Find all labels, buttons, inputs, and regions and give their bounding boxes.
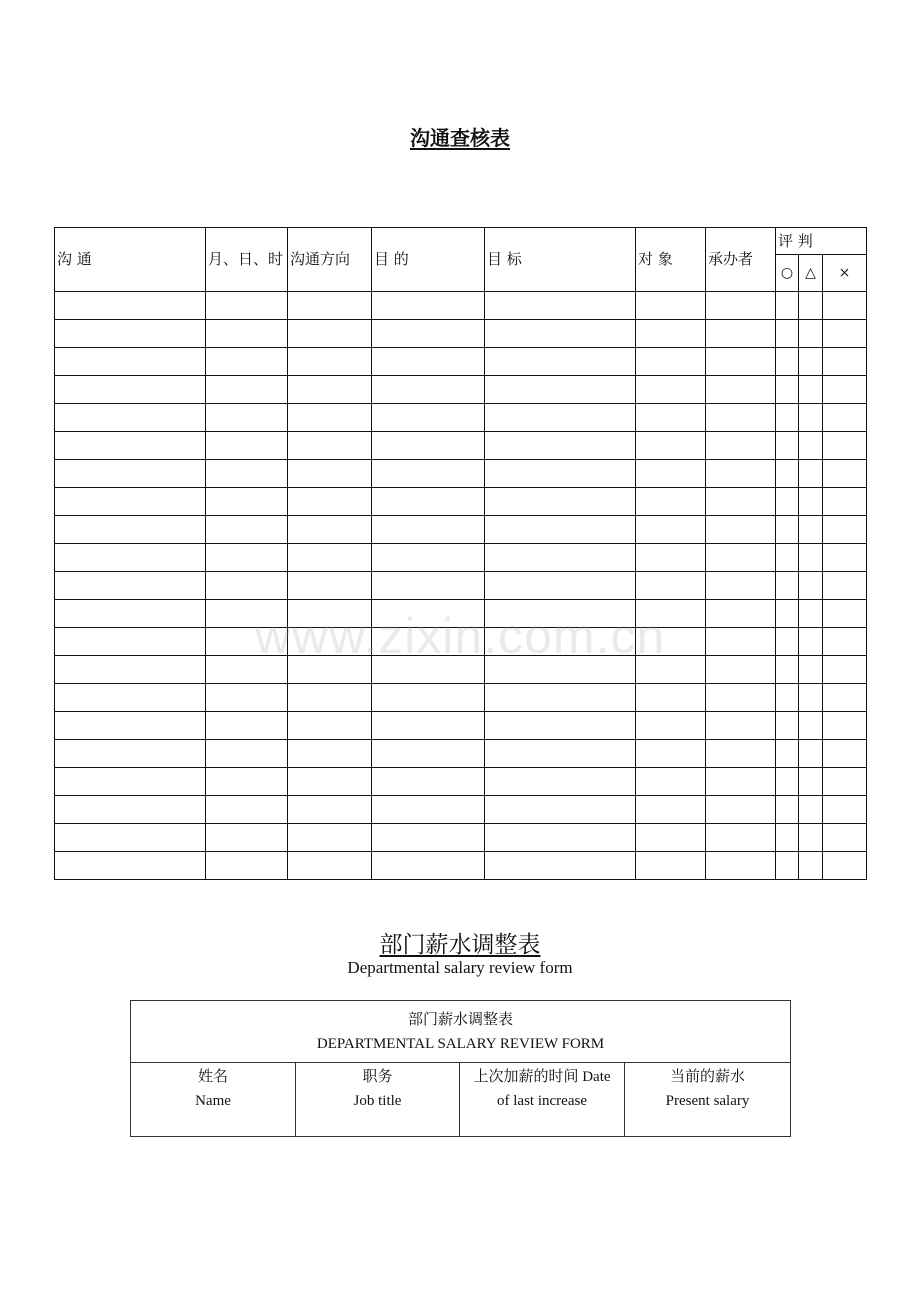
- watermark: www.zixin.com.cn: [254, 608, 666, 664]
- table-cell: [636, 404, 706, 432]
- table-row: [55, 796, 867, 824]
- table-cell: [372, 460, 485, 488]
- table-row: [55, 516, 867, 544]
- table-cell: [372, 516, 485, 544]
- table-cell: [372, 824, 485, 852]
- table-cell: [823, 796, 867, 824]
- table-cell: [288, 516, 372, 544]
- table-cell: [636, 432, 706, 460]
- table-cell: [823, 320, 867, 348]
- header-counterpart: 对 象: [636, 228, 706, 292]
- table-cell: [206, 376, 288, 404]
- table-cell: [485, 684, 636, 712]
- table-cell: [485, 348, 636, 376]
- table-cell: [636, 292, 706, 320]
- header-communication: 沟 通: [55, 228, 206, 292]
- table-cell: [206, 768, 288, 796]
- table-cell: [799, 488, 823, 516]
- table-cell: [206, 684, 288, 712]
- column-name: [131, 1063, 296, 1137]
- table-cell: [206, 348, 288, 376]
- table-cell: [799, 292, 823, 320]
- table-cell: [823, 824, 867, 852]
- table-cell: [776, 768, 799, 796]
- table-cell: [288, 796, 372, 824]
- table-cell: [372, 572, 485, 600]
- table-cell: [206, 824, 288, 852]
- table-cell: [823, 376, 867, 404]
- table-cell: [288, 740, 372, 768]
- table-cell: [55, 572, 206, 600]
- table-cell: [206, 460, 288, 488]
- table-cell: [372, 544, 485, 572]
- table-row: [55, 852, 867, 880]
- table-cell: [55, 516, 206, 544]
- table-row: [55, 768, 867, 796]
- table-cell: [372, 740, 485, 768]
- salary-table-title-cn: 部门薪水调整表: [408, 1011, 514, 1028]
- table-cell: [776, 572, 799, 600]
- table-cell: [799, 320, 823, 348]
- table-cell: [55, 684, 206, 712]
- table-cell: [799, 824, 823, 852]
- table-cell: [799, 852, 823, 880]
- table-cell: [485, 516, 636, 544]
- table-cell: [288, 768, 372, 796]
- table-cell: [485, 824, 636, 852]
- table-cell: [706, 712, 776, 740]
- table-cell: [485, 460, 636, 488]
- table-cell: [288, 572, 372, 600]
- table-cell: [206, 432, 288, 460]
- table-cell: [485, 740, 636, 768]
- table-cell: [823, 432, 867, 460]
- table-cell: [799, 516, 823, 544]
- column-last-increase: [460, 1063, 625, 1137]
- table-cell: [288, 320, 372, 348]
- table-cell: [636, 376, 706, 404]
- table-cell: [823, 684, 867, 712]
- column-job-title-en: Job title: [353, 1093, 402, 1109]
- table-row: [55, 320, 867, 348]
- table-cell: [706, 488, 776, 516]
- table-cell: [706, 348, 776, 376]
- table-cell: [288, 376, 372, 404]
- table-row: [55, 824, 867, 852]
- table-cell: [636, 852, 706, 880]
- table-cell: [776, 544, 799, 572]
- column-name-en: Name: [195, 1093, 231, 1109]
- table-row: [55, 572, 867, 600]
- table-cell: [636, 460, 706, 488]
- table-cell: [55, 460, 206, 488]
- table-cell: [706, 852, 776, 880]
- communication-checklist-table: [54, 227, 867, 880]
- table-cell: [206, 544, 288, 572]
- table-cell: [799, 740, 823, 768]
- table-cell: [799, 544, 823, 572]
- table-cell: [636, 684, 706, 712]
- table-cell: [776, 320, 799, 348]
- table-cell: [799, 348, 823, 376]
- salary-table-title-row: [131, 1001, 791, 1063]
- table-cell: [485, 292, 636, 320]
- table-cell: [485, 488, 636, 516]
- table-cell: [706, 544, 776, 572]
- table-cell: [706, 460, 776, 488]
- table-cell: [706, 684, 776, 712]
- column-present-salary-cn: 当前的薪水: [670, 1069, 746, 1085]
- table-row: [55, 740, 867, 768]
- column-present-salary: [625, 1063, 791, 1137]
- table-cell: [706, 768, 776, 796]
- circle-icon: ○: [776, 255, 799, 292]
- table-cell: [636, 348, 706, 376]
- salary-review-subtitle: Departmental salary review form: [347, 958, 573, 977]
- table-cell: [288, 852, 372, 880]
- column-name-cn: 姓名: [197, 1069, 228, 1085]
- salary-table-title-cell: [131, 1001, 791, 1063]
- triangle-icon: △: [799, 255, 823, 292]
- table-cell: [372, 376, 485, 404]
- table-cell: [288, 432, 372, 460]
- table-cell: [55, 348, 206, 376]
- table-cell: [206, 712, 288, 740]
- table-cell: [372, 432, 485, 460]
- table-cell: [372, 768, 485, 796]
- table-cell: [706, 796, 776, 824]
- table-cell: [55, 376, 206, 404]
- header-handler: 承办者: [706, 228, 776, 292]
- table-cell: [55, 712, 206, 740]
- table-cell: [706, 516, 776, 544]
- table-cell: [636, 572, 706, 600]
- table-row: [55, 292, 867, 320]
- table-cell: [636, 516, 706, 544]
- table-row: [55, 432, 867, 460]
- table-cell: [55, 796, 206, 824]
- table-cell: [372, 712, 485, 740]
- table-cell: [55, 768, 206, 796]
- table-cell: [206, 320, 288, 348]
- table-cell: [823, 292, 867, 320]
- table-row: [55, 684, 867, 712]
- table-row: [55, 544, 867, 572]
- salary-review-title: [0, 926, 920, 959]
- header-evaluation: 评 判: [776, 228, 867, 255]
- table-cell: [823, 712, 867, 740]
- column-job-title-cn: 职务: [362, 1069, 393, 1085]
- table-cell: [776, 432, 799, 460]
- table-cell: [799, 460, 823, 488]
- table-cell: [485, 432, 636, 460]
- table-cell: [636, 544, 706, 572]
- table-cell: [799, 712, 823, 740]
- table-cell: [288, 292, 372, 320]
- table-row: [55, 712, 867, 740]
- communication-checklist-title: [0, 122, 920, 151]
- column-present-salary-en: Present salary: [665, 1093, 750, 1109]
- table-cell: [288, 684, 372, 712]
- table-cell: [206, 572, 288, 600]
- table-cell: [288, 824, 372, 852]
- table-cell: [288, 460, 372, 488]
- table-cell: [372, 684, 485, 712]
- table-cell: [776, 712, 799, 740]
- table-cell: [485, 572, 636, 600]
- table-cell: [776, 460, 799, 488]
- checklist-body: [55, 292, 867, 880]
- table-cell: [288, 544, 372, 572]
- table-cell: [799, 376, 823, 404]
- table-cell: [55, 404, 206, 432]
- table-cell: [485, 768, 636, 796]
- table-cell: [206, 796, 288, 824]
- column-last-increase-en: of last increase: [497, 1093, 587, 1109]
- table-cell: [823, 572, 867, 600]
- table-cell: [776, 824, 799, 852]
- table-row: [55, 348, 867, 376]
- table-cell: [776, 404, 799, 432]
- table-cell: [706, 292, 776, 320]
- table-cell: [485, 320, 636, 348]
- table-cell: [372, 852, 485, 880]
- table-cell: [776, 852, 799, 880]
- table-cell: [776, 488, 799, 516]
- table-cell: [823, 544, 867, 572]
- table-cell: [206, 852, 288, 880]
- table-cell: [799, 768, 823, 796]
- table-cell: [636, 320, 706, 348]
- table-cell: [706, 824, 776, 852]
- table-cell: [776, 516, 799, 544]
- table-cell: [799, 684, 823, 712]
- table-cell: [55, 488, 206, 516]
- table-cell: [485, 852, 636, 880]
- table-cell: [799, 572, 823, 600]
- table-cell: [288, 712, 372, 740]
- salary-review-table: [130, 1000, 791, 1137]
- table-cell: [288, 348, 372, 376]
- table-cell: [823, 516, 867, 544]
- table-cell: [372, 404, 485, 432]
- table-cell: [636, 824, 706, 852]
- table-row: [55, 376, 867, 404]
- header-direction: 沟通方向: [288, 228, 372, 292]
- table-cell: [706, 376, 776, 404]
- table-cell: [706, 320, 776, 348]
- table-row: [55, 488, 867, 516]
- table-cell: [55, 544, 206, 572]
- table-cell: [706, 572, 776, 600]
- table-cell: [206, 740, 288, 768]
- table-cell: [706, 740, 776, 768]
- salary-review-title-text: 部门薪水调整表: [379, 932, 541, 958]
- table-cell: [636, 712, 706, 740]
- table-cell: [823, 348, 867, 376]
- table-cell: [485, 404, 636, 432]
- table-cell: [206, 516, 288, 544]
- cross-icon: ×: [823, 255, 867, 292]
- table-cell: [706, 432, 776, 460]
- table-cell: [206, 404, 288, 432]
- table-cell: [372, 348, 485, 376]
- table-cell: [636, 488, 706, 516]
- table-cell: [55, 740, 206, 768]
- table-cell: [636, 796, 706, 824]
- table-cell: [776, 740, 799, 768]
- table-cell: [823, 740, 867, 768]
- communication-checklist-title-text: 沟通查核表: [410, 126, 510, 150]
- table-cell: [485, 376, 636, 404]
- table-cell: [485, 712, 636, 740]
- table-cell: [776, 376, 799, 404]
- table-cell: [55, 432, 206, 460]
- table-cell: [799, 432, 823, 460]
- header-row: [55, 228, 867, 255]
- table-cell: [485, 544, 636, 572]
- table-cell: [288, 404, 372, 432]
- table-cell: [706, 404, 776, 432]
- column-job-title: [296, 1063, 460, 1137]
- table-cell: [823, 488, 867, 516]
- table-cell: [206, 292, 288, 320]
- table-cell: [776, 796, 799, 824]
- table-cell: [372, 320, 485, 348]
- header-purpose: 目 的: [372, 228, 485, 292]
- table-cell: [823, 768, 867, 796]
- table-cell: [206, 488, 288, 516]
- header-target: 目 标: [485, 228, 636, 292]
- salary-table-header-row: [131, 1063, 791, 1137]
- table-cell: [55, 320, 206, 348]
- table-cell: [288, 488, 372, 516]
- table-cell: [55, 852, 206, 880]
- table-cell: [636, 768, 706, 796]
- table-cell: [776, 684, 799, 712]
- table-cell: [55, 824, 206, 852]
- table-cell: [799, 796, 823, 824]
- table-cell: [823, 852, 867, 880]
- table-cell: [776, 348, 799, 376]
- table-cell: [799, 404, 823, 432]
- salary-table-title-en: DEPARTMENTAL SALARY REVIEW FORM: [316, 1035, 605, 1052]
- table-cell: [372, 292, 485, 320]
- header-datetime: 月、日、时: [206, 228, 288, 292]
- table-cell: [823, 404, 867, 432]
- table-cell: [636, 740, 706, 768]
- table-cell: [55, 292, 206, 320]
- column-last-increase-cn: 上次加薪的时间 Date: [473, 1069, 611, 1085]
- table-row: [55, 404, 867, 432]
- table-cell: [823, 460, 867, 488]
- table-cell: [776, 292, 799, 320]
- table-row: [55, 460, 867, 488]
- table-cell: [372, 796, 485, 824]
- table-cell: [485, 796, 636, 824]
- table-cell: [372, 488, 485, 516]
